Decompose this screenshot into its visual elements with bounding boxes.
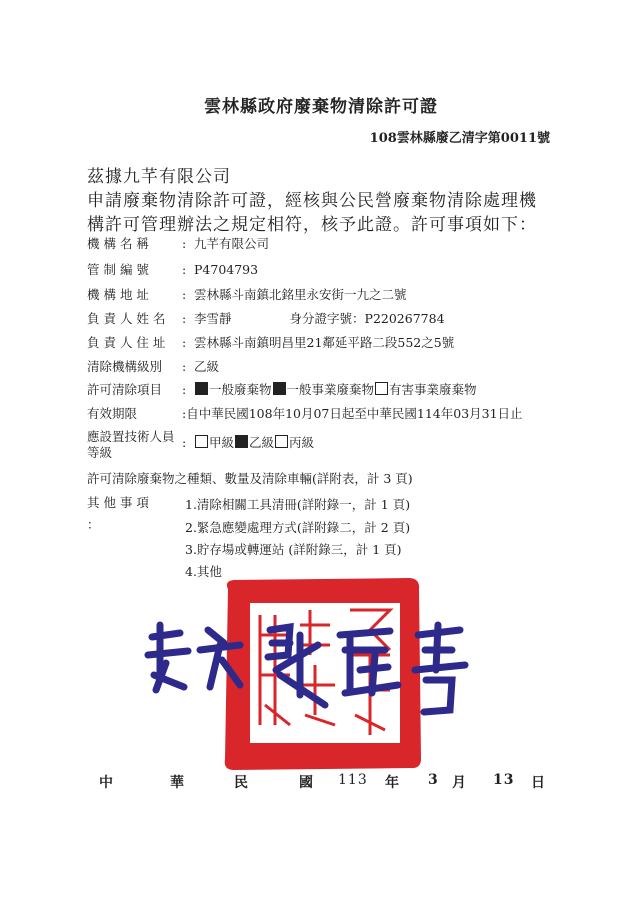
field-value: 自中華民國108年10月07日起至中華民國114年03月31日止 <box>186 406 523 421</box>
field-value: 李雪靜 <box>194 311 232 326</box>
field-label: 有效期限 <box>87 406 138 421</box>
field-control-no: 管 制 編 號 : P4704793 <box>87 259 258 281</box>
other-item-3: 3.貯存場或轉運站 (詳附錄三，計 1 頁) <box>185 542 402 557</box>
option-label: 一般廢棄物 <box>209 382 272 397</box>
date-ri: 日 <box>531 775 546 791</box>
date-year: 113 <box>338 772 368 788</box>
intro-company: 茲據九芊有限公司 <box>87 167 231 187</box>
field-label: 管 制 編 號 <box>87 262 149 277</box>
other-item-2: 2.緊急應變處理方式(詳附錄二，計 2 頁) <box>185 520 411 535</box>
field-items: 許可清除項目 : 一般廢棄物 一般事業廢棄物 有害事業廢棄物 <box>87 379 477 401</box>
id-label: 身分證字號： <box>289 311 365 326</box>
intro-line-1: 申請廢棄物清除許可證，經核與公民營廢棄物清除處理機 <box>87 191 537 211</box>
checkbox-checked <box>195 382 208 395</box>
field-value: 雲林縣斗南鎮北銘里永安街一九之二號 <box>194 287 407 302</box>
checkbox-checked <box>235 435 248 448</box>
option-label: 丙級 <box>289 435 315 450</box>
field-label: 負 責 人 姓 名 <box>87 311 166 326</box>
date-zhong: 中 <box>99 775 114 791</box>
document-number: 108雲林縣廢乙清字第0011號 <box>369 131 550 146</box>
types-line: 許可清除廢棄物之種類、數量及清除車輛(詳附表，計 3 頁) <box>87 471 413 486</box>
checkbox-unchecked <box>195 435 208 448</box>
other-item-1: 1.清除相關工具清冊(詳附錄一，計 1 頁) <box>185 497 411 512</box>
field-value: P4704793 <box>194 262 259 277</box>
checkbox-unchecked <box>275 435 288 448</box>
other-colon: ： <box>87 517 100 532</box>
other-label: 其 他 事 項 <box>87 495 149 510</box>
field-validity: 有效期限 :自中華民國108年10月07日起至中華民國114年03月31日止 <box>87 403 523 425</box>
date-day: 13 <box>493 772 515 788</box>
field-value: 乙級 <box>194 359 220 374</box>
option-label: 乙級 <box>249 435 275 450</box>
checkbox-unchecked <box>375 382 388 395</box>
field-value: 雲林縣斗南鎮明昌里21鄰延平路二段552之5號 <box>194 335 455 350</box>
date-guo: 國 <box>299 775 314 791</box>
field-label: 許可清除項目 <box>87 382 163 397</box>
checkbox-checked <box>273 382 286 395</box>
field-org-name: 機 構 名 稱 : 九芊有限公司 <box>87 233 269 255</box>
field-address: 機 構 地 址 : 雲林縣斗南鎮北銘里永安街一九之二號 <box>87 284 407 306</box>
option-label: 甲級 <box>209 435 235 450</box>
option-label: 有害事業廢棄物 <box>389 382 477 397</box>
date-hua: 華 <box>170 775 185 791</box>
field-res-address: 負 責 人 住 址 : 雲林縣斗南鎮明昌里21鄰延平路二段552之5號 <box>87 332 454 354</box>
option-label: 一般事業廢棄物 <box>286 382 375 397</box>
date-min: 民 <box>234 775 249 791</box>
document-title: 雲林縣政府廢棄物清除許可證 <box>204 97 438 117</box>
field-label: 機 構 地 址 <box>87 287 149 302</box>
signature <box>140 615 480 725</box>
field-label: 機 構 名 稱 <box>87 236 149 251</box>
field-label: 應設置技術人員等級 <box>87 429 175 460</box>
date-month: 3 <box>428 772 439 788</box>
date-yue: 月 <box>452 775 467 791</box>
other-item-4: 4.其他 <box>185 564 222 579</box>
field-level: 清除機構級別 : 乙級 <box>87 356 219 378</box>
field-label: 負 責 人 住 址 <box>87 335 166 350</box>
field-label: 清除機構級別 <box>87 359 163 374</box>
field-staff: 應設置技術人員等級: 甲級 乙級 丙級 <box>87 429 315 460</box>
intro-line-2: 構許可管理辦法之規定相符，核予此證。許可事項如下： <box>87 215 537 235</box>
field-responsible: 負 責 人 姓 名 : 李雪靜 身分證字號：P220267784 <box>87 308 445 330</box>
date-nian: 年 <box>385 775 400 791</box>
field-value: 九芊有限公司 <box>194 236 270 251</box>
id-value: P220267784 <box>364 311 445 326</box>
